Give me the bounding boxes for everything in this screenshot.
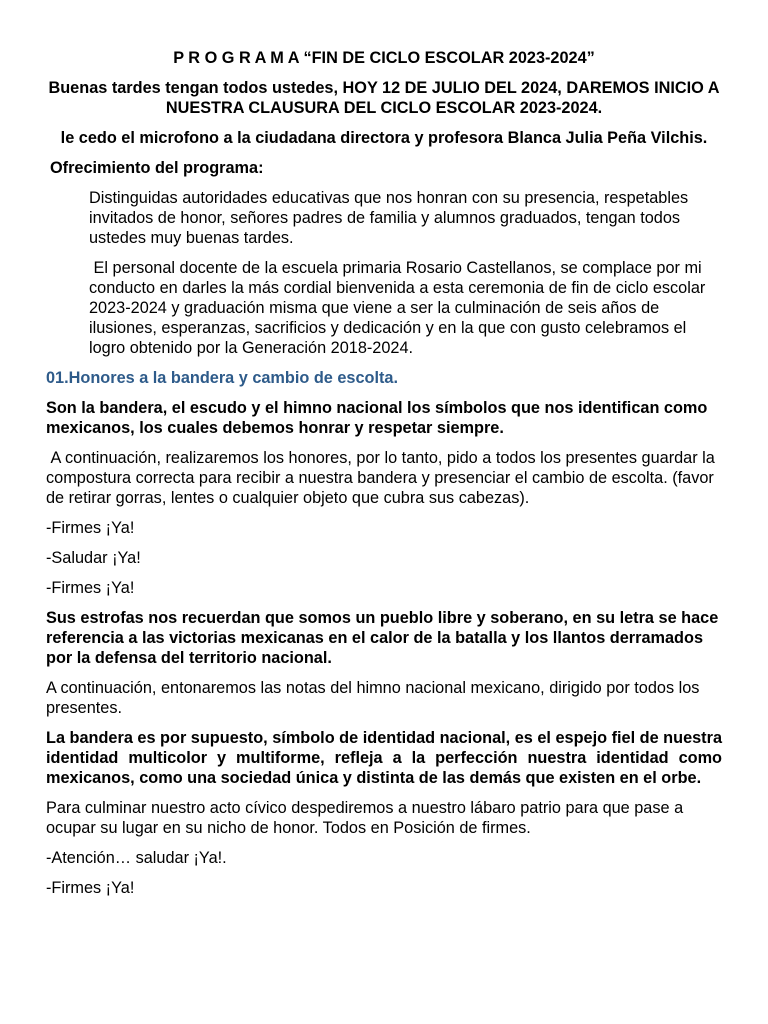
offer-heading: Ofrecimiento del programa: <box>50 159 264 177</box>
flag-paragraph: La bandera es por supuesto, símbolo de identidad nacional, es el espejo fiel de nuestra identidad multicolor y multiforme, refleja a la perfección nuestra identidad como mexicanos, como una sociedad única y distinta de las demás que existen en el orbe. <box>46 729 722 787</box>
farewell-paragraph: Para culminar nuestro acto cívico despediremos a nuestro lábaro patrio para que pase a ocupar su lugar en su nicho de honor. Todos en Posición de firmes. <box>46 799 684 837</box>
symbols-paragraph: Son la bandera, el escudo y el himno nacional los símbolos que nos identifican como mexicanos, los cuales debemos honrar y respetar siempre. <box>46 399 708 437</box>
offer-paragraph-1: Distinguidas autoridades educativas que nos honran con su presencia, respetables invitados de honor, señores padres de familia y alumnos graduados, tengan todos ustedes muy buenas tardes. <box>89 189 689 247</box>
anthem-paragraph: A continuación, entonaremos las notas del himno nacional mexicano, dirigido por todos los presentes. <box>46 679 700 717</box>
section-heading-honores: 01.Honores a la bandera y cambio de escolta. <box>46 369 398 387</box>
command-firmes-1: -Firmes ¡Ya! <box>46 519 135 537</box>
document-title: P R O G R A M A “FIN DE CICLO ESCOLAR 2023-2024” <box>173 49 595 67</box>
command-atencion: -Atención… saludar ¡Ya!. <box>46 849 227 867</box>
continuation-paragraph: A continuación, realizaremos los honores, por lo tanto, pido a todos los presentes guardar la compostura correcta para recibir a nuestra bandera y presenciar el cambio de escolta. (favor de retirar gorras, lentes o cualquier objeto que cubra sus cabezas). <box>46 449 715 507</box>
command-firmes-2: -Firmes ¡Ya! <box>46 579 135 597</box>
microphone-paragraph: le cedo el microfono a la ciudadana directora y profesora Blanca Julia Peña Vilchis. <box>60 129 708 147</box>
command-saludar: -Saludar ¡Ya! <box>46 549 141 567</box>
greeting-paragraph: Buenas tardes tengan todos ustedes, HOY 12 DE JULIO DEL 2024, DAREMOS INICIO A NUESTRA CLAUSURA DEL CICLO ESCOLAR 2023-2024. <box>48 79 720 117</box>
stanzas-paragraph: Sus estrofas nos recuerdan que somos un pueblo libre y soberano, en su letra se hace referencia a las victorias mexicanas en el calor de la batalla y los llantos derramados por la defensa del territorio nacional. <box>46 609 719 667</box>
offer-paragraph-2: El personal docente de la escuela primaria Rosario Castellanos, se complace por mi conducto en darles la más cordial bienvenida a esta ceremonia de fin de ciclo escolar 2023-2024 y graduación misma que viene a ser la culminación de seis años de ilusiones, esperanzas, sacrificios y dedicación y en la que con gusto celebramos el logro obtenido por la Generación 2018-2024. <box>89 259 706 357</box>
command-firmes-3: -Firmes ¡Ya! <box>46 879 135 897</box>
